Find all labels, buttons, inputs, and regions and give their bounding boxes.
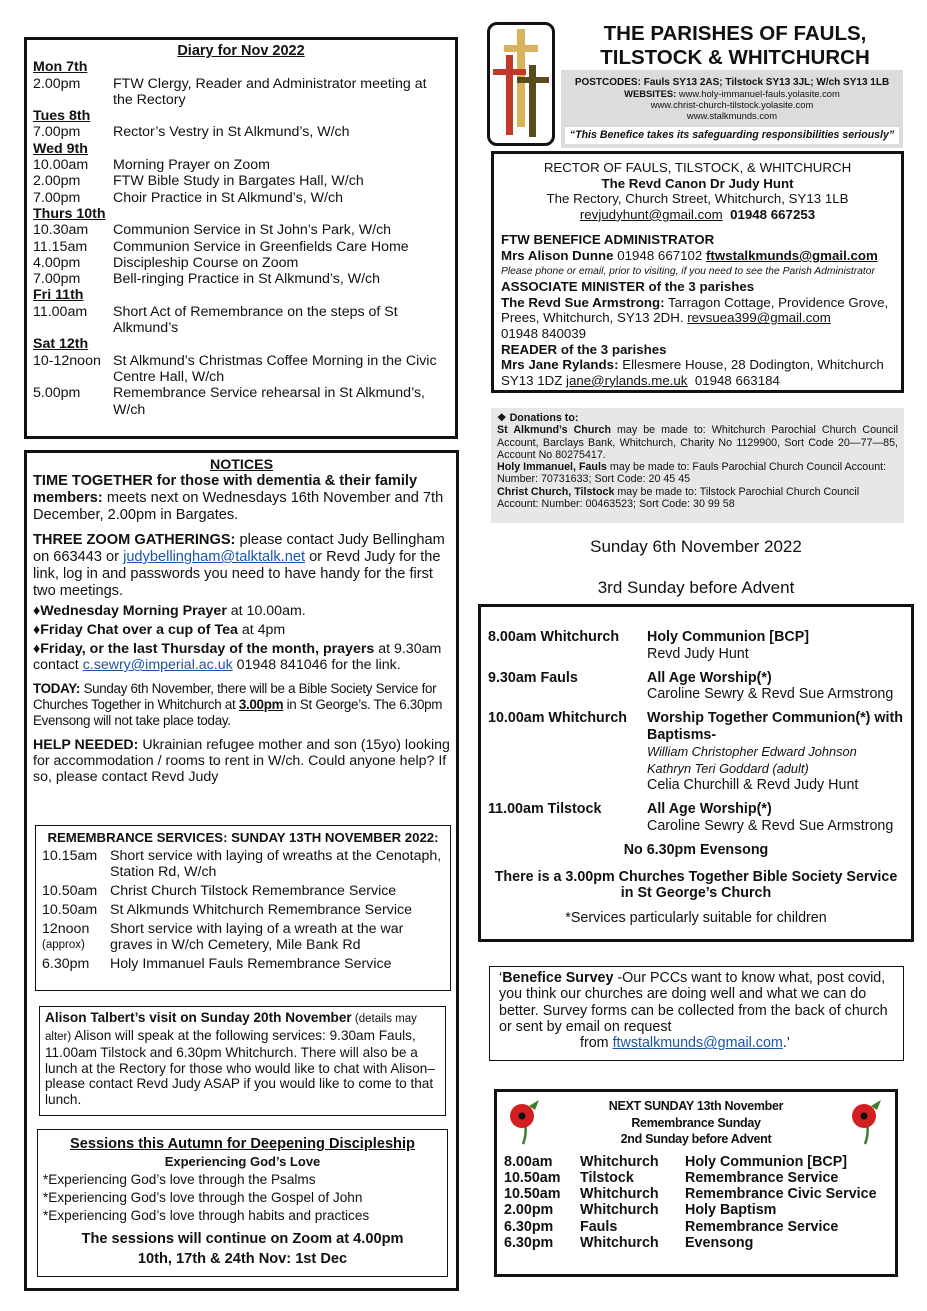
sessions-footer-2: 10th, 17th & 24th Nov: 1st Dec [137,1251,348,1267]
rector-name: The Revd Canon Dr Judy Hunt [601,175,794,191]
donations-box [491,408,904,523]
notices-title: NOTICES [209,457,274,473]
diary-day-heading: Fri 11th [33,287,84,304]
event-text: Bell-ringing Practice in St Alkmund’s, W/ch [113,271,381,288]
sunday-services-box [478,604,914,942]
next-service-time: 6.30pm [504,1218,554,1235]
assoc-email[interactable]: revsuea399@gmail.com [687,310,831,326]
service-leaders: Caroline Sewry & Revd Sue Armstrong [647,686,894,703]
sewry-email-link[interactable]: c.sewry@imperial.ac.uk [82,657,233,673]
next-service-name: Remembrance Civic Service [685,1186,877,1203]
sessions-subtitle: Experiencing God’s Love [164,1154,321,1169]
help-needed-notice: HELP NEEDED: Ukrainian refugee mother and son (15yo) looking for accommodation / rooms to rent in W/ch. Could anyone help? If so, please contact Revd Judy [33,737,450,785]
rector-address: The Rectory, Church Street, Whitchurch, SY13 1LB [546,191,849,207]
service-row [488,629,904,663]
sunday-heading: Sunday 6th November 2022 [590,537,802,556]
judy-bellingham-email-link[interactable]: judybellingham@talktalk.net [123,549,306,565]
next-service-place: Whitchurch [580,1153,659,1170]
service-detail [647,629,904,663]
next-service-place: Tilstock [580,1169,634,1186]
next-service-row [504,1154,888,1170]
event-text: Discipleship Course on Zoom [113,254,299,271]
remembrance-text: Short service with laying of a wreath at the war graves in W/ch Cemetery, Mile Bank Rd [110,921,404,953]
bullet-morning-prayer: ♦Wednesday Morning Prayer at 10.00am. [33,603,306,619]
service-row [488,801,904,835]
event-time: 2.00pm [33,173,81,190]
service-time-place: 11.00am Tilstock [488,801,602,818]
event-time: 11.15am [33,238,88,255]
next-service-time: 8.00am [504,1153,553,1170]
zoom-notice: THREE ZOOM GATHERINGS: please contact Judy Bellingham on 663443 or judybellingham@talktalk.net or Revd Judy for the link, log in and passwords you need to have handy for the first two meetings. [33,532,445,599]
event-text: Short Act of Remembrance on the steps of St Alkmund’s [113,303,398,337]
next-service-name: Holy Communion [BCP] [685,1153,848,1170]
diary-event [33,222,449,238]
next-sunday-line-2: Remembrance Sunday [631,1115,761,1130]
next-service-name: Evensong [685,1234,754,1251]
rector-contact: revjudyhunt@gmail.com 01948 667253 [579,206,816,222]
remembrance-time: 6.30pm [42,956,90,972]
event-text: Communion Service in Greenfields Care Home [113,238,409,255]
remembrance-title: REMEMBRANCE SERVICES: SUNDAY 13TH NOVEMBER 2022: [47,830,439,845]
diary-event [33,173,449,189]
event-text: Communion Service in St John’s Park, W/ch [113,222,392,239]
survey-email-link[interactable]: ftwstalkmunds@gmail.com [612,1035,783,1052]
service-detail [647,710,904,794]
next-service-name: Remembrance Service [685,1218,839,1235]
service-row [488,710,904,794]
sessions-footer-1: The sessions will continue on Zoom at 4.00pm [81,1231,404,1247]
next-service-place: Whitchurch [580,1186,659,1203]
service-title: All Age Worship(*) [647,669,772,686]
website-christ-church[interactable]: www.christ-church-tilstock.yolasite.com [650,99,814,110]
diary-event [33,190,449,206]
remembrance-row [42,956,444,972]
next-service-place: Fauls [580,1218,618,1235]
event-text: Choir Practice in St Alkmund’s, W/ch [113,189,343,206]
diary-title: Diary for Nov 2022 [177,43,305,59]
next-service-name: Holy Baptism [685,1202,777,1219]
session-item: *Experiencing God’s love through the Gospel of John [43,1190,363,1205]
session-item: *Experiencing God’s love through habits and practices [43,1208,370,1223]
event-time: 7.00pm [33,189,81,206]
remembrance-time: 10.15am [42,848,98,864]
next-service-time: 10.50am [504,1169,561,1186]
event-text: Rector’s Vestry in St Alkmund’s, W/ch [113,124,350,141]
remembrance-time: 10.50am [42,902,98,918]
service-title: Holy Communion [BCP] [647,629,810,645]
remembrance-rows [42,848,444,972]
service-time-place: 9.30am Fauls [488,669,578,686]
next-service-place: Whitchurch [580,1202,659,1219]
diary-event [33,239,449,255]
diary-event [33,353,449,386]
sessions-title: Sessions this Autumn for Deepening Discipleship [70,1136,415,1152]
admin-email[interactable]: ftwstalkmunds@gmail.com [706,247,878,263]
event-time: 2.00pm [33,75,81,92]
event-time: 7.00pm [33,124,81,141]
remembrance-text: St Alkmunds Whitchurch Remembrance Service [110,902,412,918]
websites: WEBSITES: www.holy-immanuel-fauls.yolasite.com [624,88,840,99]
next-sunday-line-3: 2nd Sunday before Advent [620,1132,772,1146]
next-service-row [504,1170,888,1186]
next-service-time: 10.50am [504,1186,561,1203]
diary-day-heading: Sat 12th [33,336,89,353]
next-service-row [504,1202,888,1218]
clover-icon: ❖ [497,412,507,424]
next-service-place: Whitchurch [580,1234,659,1251]
remembrance-text: Christ Church Tilstock Remembrance Service [110,883,397,899]
diary-event [33,255,449,271]
event-time: 5.00pm [33,385,81,402]
postcodes-websites-bar [561,70,903,148]
alison-visit-box: Alison Talbert’s visit on Sunday 20th November (details may alter) Alison will speak at the following services: 9.30am Fauls, 11.00am Tilstock and 6.30pm Whitchurch. There will also be a lunch at the Rectory for those who would like to chat with Alison–please contact Revd Judy ASAP if you would like to come to that lunch. [39,1006,446,1116]
service-rows [488,629,904,835]
diary-days [33,59,449,418]
today-notice: TODAY: Sunday 6th November, there will be a Bible Society Service for Churches Together in Whitchurch at 3.00pm in St George’s. The 6.30pm Evensong will not take place today. [33,681,443,728]
service-row [488,670,904,704]
next-service-row [504,1186,888,1202]
sunday-subheading: 3rd Sunday before Advent [597,578,795,597]
event-time: 10.30am [33,222,89,239]
benefice-survey-box: ‘Benefice Survey -Our PCCs want to know what, post covid, you think our churches are doing well and what we can do better. Survey forms can be collected from the back of church or sent by email on request from ftwstalkmunds@gmail.com.’ [489,966,904,1061]
remembrance-services-box [35,825,451,991]
event-text: Remembrance Service rehearsal in St Alkmund’s, W/ch [113,385,425,418]
bullet-friday-chat: ♦Friday Chat over a cup of Tea at 4pm [33,622,286,638]
diary-event [33,76,449,109]
poppy-icon [505,1098,545,1146]
bullet-friday-prayers: ♦Friday, or the last Thursday of the month, prayers at 9.30am contact c.sewry@imperial.ac.uk 01948 841046 for the link. [33,641,442,673]
postcodes: POSTCODES: Fauls SY13 2AS; Tilstock SY13 3JL; W/ch SY13 1LB [574,77,890,88]
next-service-row [504,1235,888,1251]
admin-role: FTW BENEFICE ADMINISTRATOR [501,232,715,248]
remembrance-row [42,883,444,899]
remembrance-time-note: (approx) [42,939,85,951]
crosses-icon [487,22,555,146]
service-title: Worship Together Communion(*) with Baptisms- [647,710,903,743]
website-st-alkmunds[interactable]: www.stalkmunds.com [686,110,778,121]
remembrance-text: Short service with laying of wreaths at the Cenotaph, Station Rd, W/ch [110,848,442,880]
next-service-time: 6.30pm [504,1234,554,1251]
next-sunday-line-1: NEXT SUNDAY 13th November [608,1099,784,1113]
diary-event [33,304,449,337]
event-text: Morning Prayer on Zoom [113,157,270,174]
diamond-icon: ♦ [33,641,41,657]
baptism-candidate: William Christopher Edward Johnson [647,743,857,759]
reader-role: READER of the 3 parishes [501,341,667,357]
remembrance-text: Holy Immanuel Fauls Remembrance Service [110,956,392,972]
assoc-role: ASSOCIATE MINISTER of the 3 parishes [501,279,755,295]
safeguarding-statement: “This Benefice takes its safeguarding responsibilities seriously” [565,127,899,144]
event-text: FTW Bible Study in Bargates Hall, W/ch [113,173,364,190]
diary-event [33,385,449,418]
discipleship-sessions-box [37,1129,448,1277]
event-text: FTW Clergy, Reader and Administrator meeting at the Rectory [113,75,427,108]
diary-day-heading: Tues 8th [33,108,91,125]
baptism-candidate: Kathryn Teri Goddard (adult) [647,760,809,776]
notices-box [24,450,459,1291]
event-time: 11.00am [33,303,88,320]
assoc-contact: The Revd Sue Armstrong: Tarragon Cottage, Providence Grove, Prees, Whitchurch, SY13 2DH. revsuea399@gmail.com [501,294,889,326]
reader-email[interactable]: jane@rylands.me.uk [566,372,688,388]
remembrance-row [42,902,444,918]
event-text: St Alkmund’s Christmas Coffee Morning in the Civic Centre Hall, W/ch [113,352,437,385]
donation-holy-immanuel: Holy Immanuel, Fauls may be made to: Fauls Parochial Church Council Account: Number: 70731633; Sort Code: 20 45 45 [497,461,887,486]
service-time-place: 10.00am Whitchurch [488,710,628,727]
next-service-name: Remembrance Service [685,1169,839,1186]
churches-together-note: There is a 3.00pm Churches Together Bible Society Service in St George’s Church [494,868,898,902]
diary-event [33,157,449,173]
admin-note: Please phone or email, prior to visiting, if you need to see the Parish Administrator [501,265,875,277]
diamond-icon: ♦ [33,603,41,619]
no-evensong: No 6.30pm Evensong [623,841,769,858]
remembrance-row [42,848,444,880]
donations-title: ❖ Donations to: [497,412,579,424]
diary-event [33,271,449,287]
rector-email[interactable]: revjudyhunt@gmail.com [579,206,723,222]
reader-contact: Mrs Jane Rylands: Ellesmere House, 28 Dodington, Whitchurch SY13 1DZ jane@rylands.me.uk 01948 663184 [501,357,884,388]
children-note: *Services particularly suitable for children [565,910,827,927]
next-service-time: 2.00pm [504,1202,554,1219]
rector-role: RECTOR OF FAULS, TILSTOCK, & WHITCHURCH [543,160,852,175]
remembrance-row [42,921,444,953]
event-time: 10-12noon [33,352,101,369]
next-sunday-box [494,1089,898,1277]
poppy-icon [847,1098,887,1146]
service-detail [647,670,904,704]
service-leaders: Revd Judy Hunt [647,645,749,662]
event-time: 4.00pm [33,254,81,271]
next-service-row [504,1219,888,1235]
parish-title: THE PARISHES OF FAULS, TILSTOCK & WHITCHURCH [600,22,870,69]
diamond-icon: ♦ [33,622,41,638]
diary-day-heading: Mon 7th [33,59,88,76]
service-leaders: Caroline Sewry & Revd Sue Armstrong [647,817,894,834]
event-time: 10.00am [33,157,89,174]
session-items [43,1171,442,1225]
donation-christ-church: Christ Church, Tilstock may be made to: Tilstock Parochial Church Council Account: Number: 00463523; Sort Code: 30 99 58 [497,485,860,511]
session-item: *Experiencing God’s love through the Psalms [43,1172,316,1187]
remembrance-time: 12noon (approx) [42,921,110,953]
diary-event [33,124,449,140]
remembrance-time: 10.50am [42,883,98,899]
service-leaders: Celia Churchill & Revd Judy Hunt [647,777,859,794]
service-detail [647,801,904,835]
diary-day-heading: Thurs 10th [33,205,106,222]
time-together-notice: TIME TOGETHER for those with dementia & their family members: meets next on Wednesdays 16th November and 7th December, 2.00pm in Bargates. [33,473,444,523]
diary-day-heading: Wed 9th [33,140,88,157]
assoc-phone: 01948 840039 [501,325,587,341]
service-title: All Age Worship(*) [647,801,772,818]
next-sunday-rows [504,1154,888,1252]
event-time: 7.00pm [33,271,81,288]
service-time-place: 8.00am Whitchurch [488,629,620,645]
donation-st-alkmunds: St Alkmund’s Church may be made to: Whitchurch Parochial Church Council Account, Barclays Bank, Whitchurch, Charity No 1129900, Sort Code 20—77—85, Account No 80275417. [497,424,898,461]
diary-box [24,37,458,439]
contacts-box [491,151,904,393]
admin-contact: Mrs Alison Dunne 01948 667102 ftwstalkmunds@gmail.com [501,247,878,263]
